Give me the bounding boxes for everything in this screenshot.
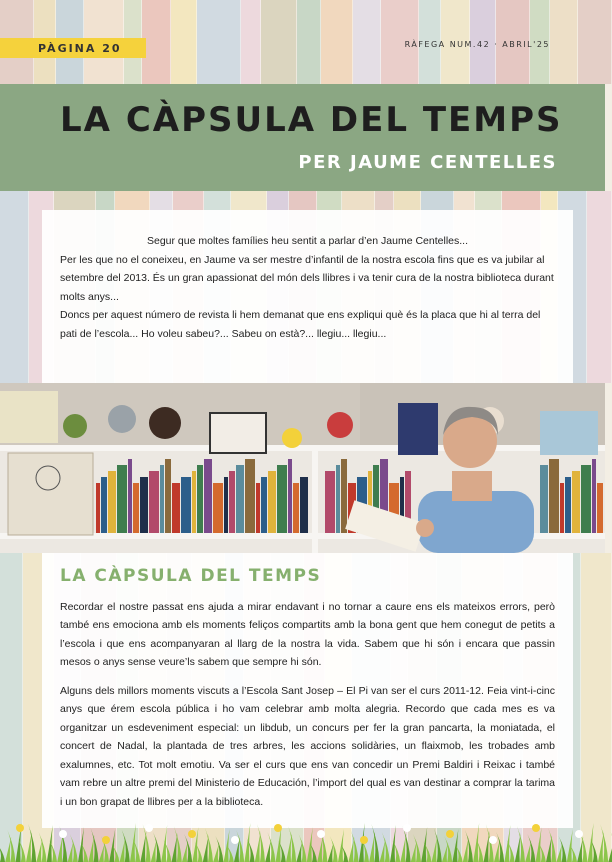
shelf-book [572, 471, 580, 533]
shelf-book [581, 465, 591, 533]
body-card [42, 553, 573, 828]
page-number-tag: PÀGINA 20 [0, 38, 146, 58]
shelf-book [160, 465, 164, 533]
body-paragraph-1: Recordar el nostre passat ens ajuda a mirar endavant i no tornar a caure ens els mateixos errors, però també ens emociona amb els moments feliços compartits amb la bona gent que hem conegut de petits a l’escola i que ens acompanyaran al llarg de la nostra la vida. Sabem que hi són i encara que passin mesos o anys sense veure’ls sabem que sempre hi són. [60, 600, 555, 668]
flower [446, 830, 454, 838]
photo-illustration [0, 383, 605, 553]
issue-label: RÀFEGA NUM.42 · ABRIL'25 [404, 40, 550, 49]
shelf-book [560, 483, 564, 533]
shelf-book [224, 477, 228, 533]
book-spine [353, 0, 381, 84]
shelf-book [192, 471, 196, 533]
grass-blade [151, 839, 157, 862]
grass-blade [348, 837, 354, 862]
grass-blade [109, 829, 115, 862]
shelf-book [336, 465, 340, 533]
flower [102, 836, 110, 844]
book-spine [297, 0, 321, 84]
grass-blade [99, 843, 105, 862]
section-heading: LA CÀPSULA DEL TEMPS [60, 566, 322, 586]
grass-blade [473, 823, 479, 862]
book-spine [321, 0, 353, 84]
flower [231, 836, 239, 844]
shelf-book [197, 465, 203, 533]
lead-paragraph: Segur que moltes famílies heu sentit a parlar d’en Jaume Centelles... [146, 235, 468, 247]
grass-blade [36, 839, 42, 862]
shelf-book [245, 459, 255, 533]
flower [403, 824, 411, 832]
grass-blade [317, 835, 323, 862]
grass-blade [5, 837, 11, 862]
grass-blade [608, 839, 612, 862]
intro-card [42, 210, 573, 383]
shelf-book [261, 477, 267, 533]
shelf-book [325, 471, 335, 533]
grass-blade [224, 829, 230, 862]
grass-blade [244, 823, 250, 862]
intro-paragraph-1: Per les que no el coneixeu, en Jaume va ser mestre d’infantil de la nostra escola fins que es va jubilar al setembre del 2013. És un gran apassionat del món dels llibres i va tenir cura de la nostra biblioteca durant molts anys... [60, 253, 554, 303]
grass-blade [328, 843, 334, 862]
shelf-book [236, 465, 244, 533]
grass-blade [567, 829, 573, 862]
grass-blade [213, 843, 219, 862]
shelf-book [229, 471, 235, 533]
shelf-book [288, 459, 292, 533]
flower [59, 830, 67, 838]
book-spine [550, 0, 578, 84]
article-photo [0, 383, 605, 553]
grass-blade [421, 827, 427, 862]
grass-blade [265, 839, 271, 862]
flower [274, 824, 282, 832]
grass-blade [442, 843, 448, 862]
grass-blade [120, 837, 126, 862]
shelf-book [181, 477, 191, 533]
book-spine [0, 191, 29, 383]
shelf-book [108, 471, 116, 533]
shelf-book [96, 483, 100, 533]
shelf-book [204, 459, 212, 533]
shelf-book [101, 477, 107, 533]
grass-blade [432, 835, 438, 862]
book-spine [241, 0, 261, 84]
flower [188, 830, 196, 838]
shelf-book [268, 471, 276, 533]
flower [145, 824, 153, 832]
book-spine [578, 0, 612, 84]
shelf-book [133, 483, 139, 533]
shelf-book [341, 459, 347, 533]
flower [317, 830, 325, 838]
grass-blade [203, 835, 209, 862]
grass-blade [296, 841, 302, 862]
grass-blade [390, 825, 396, 862]
grass-blade [536, 827, 542, 862]
grass-blade [130, 823, 136, 862]
shelf-book [213, 483, 223, 533]
grass-blade [78, 827, 84, 862]
grass-blade [463, 837, 469, 862]
grass-blade [338, 829, 344, 862]
shelf-book [540, 465, 548, 533]
shelf-book [172, 483, 180, 533]
flower [575, 830, 583, 838]
grass-blade [182, 841, 188, 862]
grass-flowers-footer [0, 814, 612, 862]
grass-blade [556, 843, 562, 862]
article-author: PER JAUME CENTELLES [298, 152, 557, 173]
shelf-book [256, 483, 260, 533]
shelf-book [165, 459, 171, 533]
shelf-book [549, 459, 559, 533]
grass-blade [68, 841, 74, 862]
grass-blade [161, 825, 167, 862]
shelf-book [140, 477, 148, 533]
grass-blade [88, 835, 94, 862]
grass-blade [0, 844, 5, 862]
article-title: LA CÀPSULA DEL TEMPS [60, 100, 563, 140]
shelf-book [128, 459, 132, 533]
grass-blade [504, 825, 510, 862]
flower [360, 836, 368, 844]
shelf-book [565, 477, 571, 533]
shelf-book [592, 459, 596, 533]
grass-blade [411, 841, 417, 862]
flower [532, 824, 540, 832]
shelf-book [149, 471, 159, 533]
grass-blade [577, 837, 583, 862]
body-paragraph-2: Alguns dels millors moments viscuts a l’Escola Sant Josep – El Pi van ser el curs 2011-12. Feia vint-i-cinc anys que érem escola pública i ho vam celebrar amb molta alegria. Recordo que cada mes es va organitzar un esdeveniment especial: un libdub, un concurs per fer la gran pancarta, la moniatada, el concert de Nadal, la plantada de tres arbres, les accions solidàries, un flaixmob, les trobades amb exalumnes, etc. Tot molt emotiu. Va ser el curs que ens van concedir un Premi Baldiri i Reixac i també vam rebre un altre premi del Ministerio de Educación, l’import del qual es van destinar a comprar la tarima i un bon grapat de llibres per a la biblioteca. [60, 684, 555, 808]
grass-blade [525, 841, 531, 862]
grass-blade [588, 823, 594, 862]
shelf-book [277, 465, 287, 533]
shelf-book [300, 477, 308, 533]
grass-blade [307, 827, 313, 862]
book-spine [171, 0, 197, 84]
grass-blade [546, 835, 552, 862]
flower [489, 836, 497, 844]
book-spine [197, 0, 241, 84]
flower [16, 824, 24, 832]
shelf-book [117, 465, 127, 533]
book-spine [142, 0, 172, 84]
grass-blade [380, 839, 386, 862]
shelf-book [293, 483, 299, 533]
intro-paragraph-2: Doncs per aquest número de revista li hem demanat que ens expliqui què és la placa que hi al terra del pati de l’escola... Ho voleu sabeu?... Sabeu on està?... llegiu... llegiu... [60, 309, 541, 340]
grass-blade [47, 825, 53, 862]
book-spine [587, 191, 612, 383]
book-spine [261, 0, 297, 84]
shelf-book [597, 483, 603, 533]
